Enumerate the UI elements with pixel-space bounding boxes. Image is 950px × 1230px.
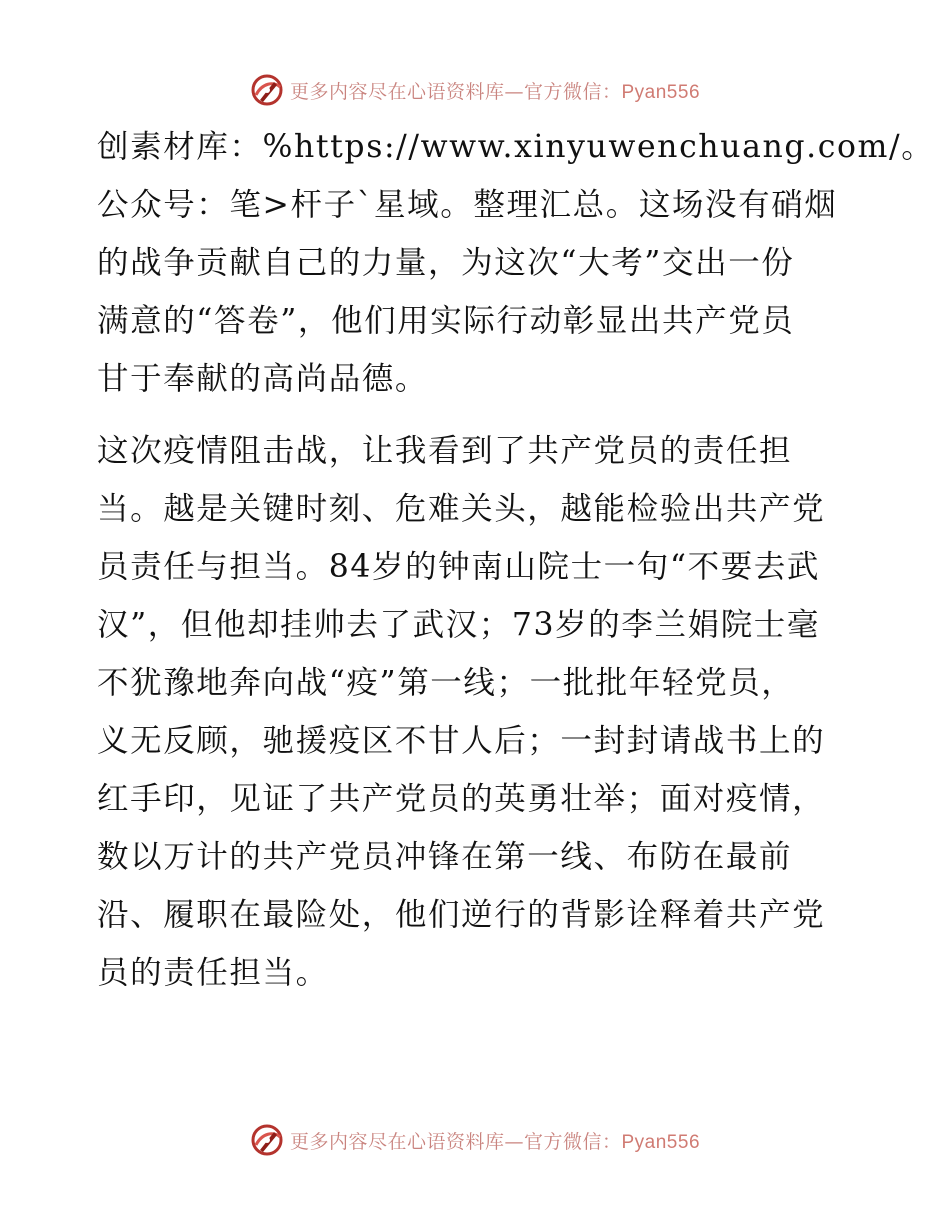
text-line: 这次疫情阻击战，让我看到了共产党员的责任担 <box>97 433 793 469</box>
header-wechat-label: 官方微信： <box>523 80 622 103</box>
footer-text <box>290 1127 700 1154</box>
footer-site-text: 更多内容尽在心语资料库 <box>289 1130 505 1153</box>
header-wechat-id: Pyan556 <box>621 81 701 103</box>
text-line: 满意的“答卷”，他们用实际行动彰显出共产党员 <box>97 303 795 339</box>
swirl-pen-logo-icon <box>250 73 284 107</box>
text-line: 公众号：笔>杆子`星域。整理汇总。这场没有硝烟 <box>97 187 838 223</box>
text-line: 员责任与担当。84岁的钟南山院士一句“不要去武 <box>97 549 820 585</box>
document-body <box>97 118 935 1002</box>
header-banner <box>0 70 950 110</box>
footer-wechat-label: 官方微信： <box>523 1130 622 1153</box>
text-line: 义无反顾，驰援疫区不甘人后；一封封请战书上的 <box>97 723 826 759</box>
header-site-text: 更多内容尽在心语资料库 <box>289 80 505 103</box>
text-line: 数以万计的共产党员冲锋在第一线、布防在最前 <box>97 839 793 875</box>
text-line: 当。越是关键时刻、危难关头，越能检验出共产党 <box>97 491 826 527</box>
text-line: 汉”，但他却挂帅去了武汉；73岁的李兰娟院士毫 <box>97 607 820 643</box>
header-separator: — <box>504 80 524 103</box>
text-line: 沿、履职在最险处，他们逆行的背影诠释着共产党 <box>97 897 826 933</box>
text-line: 的战争贡献自己的力量，为这次“大考”交出一份 <box>97 245 795 281</box>
text-line: 创素材库：%https://www.xinyuwenchuang.com/。 <box>97 129 935 165</box>
footer-wechat-id: Pyan556 <box>621 1131 701 1153</box>
paragraph-2 <box>97 422 867 1002</box>
footer-separator: — <box>504 1130 524 1153</box>
header-text <box>290 77 700 104</box>
text-line: 甘于奉献的高尚品德。 <box>97 361 429 397</box>
text-line: 不犹豫地奔向战“疫”第一线；一批批年轻党员， <box>97 665 795 701</box>
text-line: 红手印，见证了共产党员的英勇壮举；面对疫情， <box>97 781 826 817</box>
swirl-pen-logo-icon <box>250 1123 284 1157</box>
footer-banner <box>0 1120 950 1160</box>
text-line: 员的责任担当。 <box>97 955 329 991</box>
paragraph-1 <box>97 118 935 408</box>
